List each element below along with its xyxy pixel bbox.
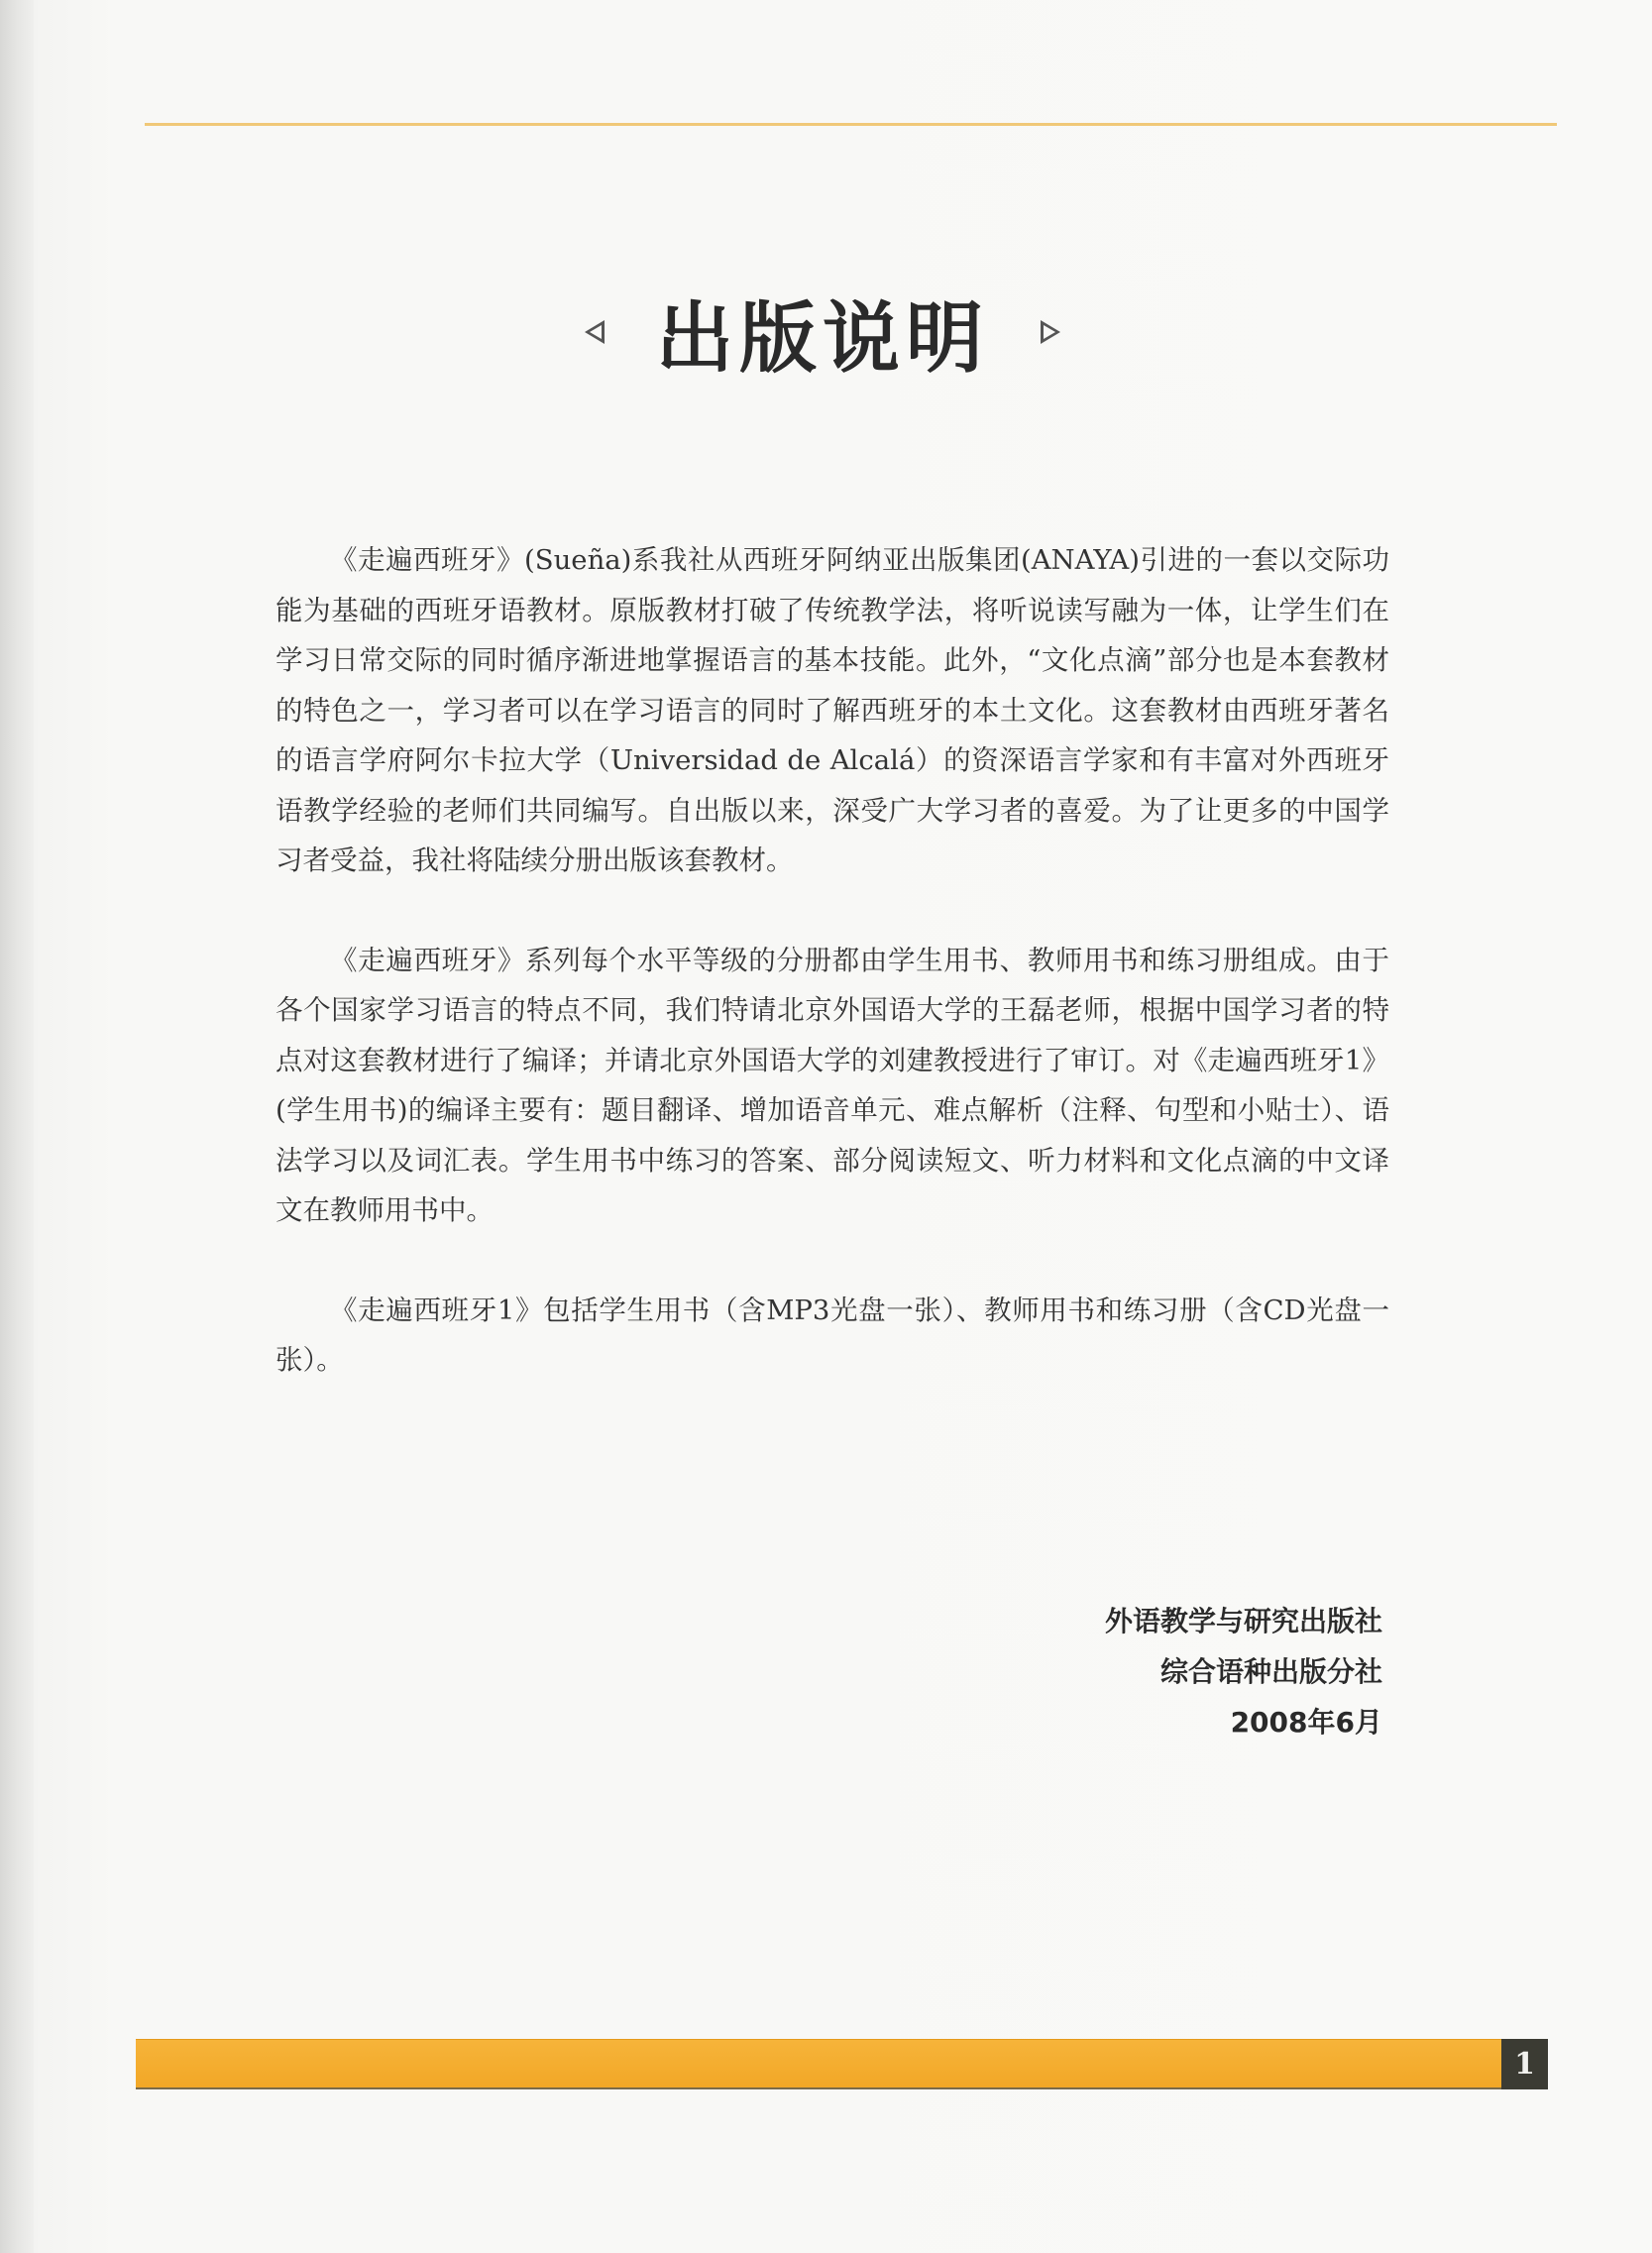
binding-edge [0,0,34,2253]
imprint [887,1596,1382,1747]
paragraph-3: 《走遍西班牙1》包括学生用书（含MP3光盘一张）、教师用书和练习册（含CD光盘一张）。 [275,1294,1389,1376]
body-text [275,535,1389,1435]
left-triangle-icon [585,320,605,344]
publish-date: 2008年6月 [1230,1706,1382,1739]
publisher-name: 外语教学与研究出版社 [1104,1605,1382,1637]
paragraph-2: 《走遍西班牙》系列每个水平等级的分册都由学生用书、教师用书和练习册组成。由于各个国家学习语言的特点不同，我们特请北京外国语大学的王磊老师，根据中国学习者的特点对这套教材进行了编译；并请北京外国语大学的刘建教授进行了审订。对《走遍西班牙1》(学生用书)的编译主要有：题目翻译、增加语音单元、难点解析（注释、句型和小贴士）、语法学习以及词汇表。学生用书中练习的答案、部分阅读短文、听力材料和文化点滴的中文译文在教师用书中。 [275,944,1389,1226]
branch-name: 综合语种出版分社 [1159,1655,1382,1688]
page-number: 1 [1514,2047,1535,2082]
right-triangle-icon [1041,320,1060,344]
page-number-box [1501,2039,1548,2089]
title-row [555,268,1090,396]
top-rule [145,123,1557,126]
page-title: 出版说明 [655,293,989,384]
footer-bar [136,2039,1501,2089]
paragraph-1: 《走遍西班牙》(Sueña)系我社从西班牙阿纳亚出版集团(ANAYA)引进的一套以交际功能为基础的西班牙语教材。原版教材打破了传统教学法，将听说读写融为一体，让学生们在学习日常交际的同时循序渐进地掌握语言的基本技能。此外，“文化点滴”部分也是本套教材的特色之一，学习者可以在学习语言的同时了解西班牙的本土文化。这套教材由西班牙著名的语言学府阿尔卡拉大学（Universidad de Alcalá）的资深语言学家和有丰富对外西班牙语教学经验的老师们共同编写。自出版以来，深受广大学习者的喜爱。为了让更多的中国学习者受益，我社将陆续分册出版该套教材。 [275,544,1389,876]
